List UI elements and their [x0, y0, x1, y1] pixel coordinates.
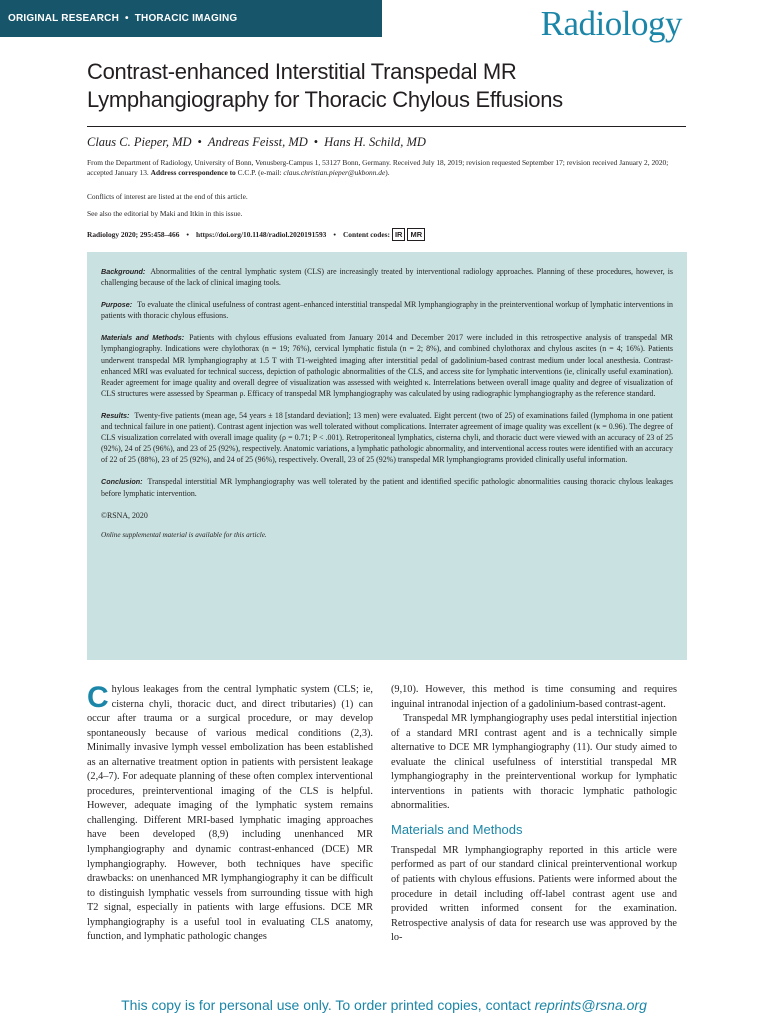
correspondence-label: Address correspondence to	[150, 168, 236, 177]
citation: Radiology 2020; 295:458–466	[87, 229, 180, 239]
body-paragraph: Chylous leakages from the central lymphatic system (CLS; ie, cisterna chyli, thoracic duct, and direct tributaries) (1) can occur after trauma or a surgical procedure, or may develop spontaneously because of various medical conditions (2,3). Minimally invasive lymph vessel embolization has been established as an alternative treatment option in patients with persistent leakage (2,4–7). For adequate planning of these often complex interventional procedures, preinterventional imaging of the CLS is helpful. However, adequate imaging of the lymphatic system remains challenging. Different MRI-based lymphatic imaging approaches have been developed (8,9) including unenhanced MR lymphangiography and dynamic contrast-enhanced (DCE) MR lymphangiography. However, both techniques have specific drawbacks: on unenhanced MR lymphangiography it can be difficult to distinguish lymphatic vessels from surrounding tissue with high T2 signal, especially in patients with large effusions. DCE MR lymphangiography is a useful tool in evaluating CLS anatomy, function, and lymphatic pathologic changes	[87, 681, 373, 943]
body-column-right	[391, 683, 677, 946]
author-list: Claus C. Pieper, MD • Andreas Feisst, MD • Hans H. Schild, MD	[87, 135, 426, 149]
online-note: Online supplemental material is available for this article.	[101, 530, 267, 539]
banner-separator: •	[125, 13, 129, 24]
author-name: Andreas Feisst, MD	[207, 135, 308, 149]
copyright: ©RSNA, 2020	[101, 510, 148, 520]
body-paragraph: Transpedal MR lymphangiography reported in this article were performed as part of our standard clinical preinterventional workup of patients with chylous effusions. Patients were informed about the procedure in detail including off-label contrast agent use and provided written informed consent for the examination. Retrospective analysis of data for research use was approved by the lo-	[391, 844, 677, 944]
content-codes-label: Content codes:	[342, 229, 390, 239]
content-code-badge: IR	[392, 228, 406, 241]
title-rule	[87, 126, 686, 127]
author-name: Hans H. Schild, MD	[324, 135, 426, 149]
article-title: Contrast-enhanced Interstitial Transpedal MR Lymphangiography for Thoracic Chylous Effusions	[87, 59, 563, 112]
abstract-methods: Materials and Methods: Patients with chylous effusions evaluated from January 2014 and December 2017 were included in this retrospective analysis of transpedal MR lymphangiography. Indications were chylothorax (n = 19; 76%), cervical lymphatic fistula (n = 2; 8%), and combined chylothorax and chylous ascites (n = 4; 16%). Patients underwent transpedal MR lymphangiography at 1.5 T with T1-weighted imaging after interstitial pedal of gadolinium-based contrast medium under local anesthesia. Contrast-enhanced MRI was evaluated for technical success, depiction of pathologic abnormalities of the CLS, and access site for lymphatic interventions (ie, clinically useful examination). Reader agreement for image quality and overall degree of visualization was assessed with weighted κ. Interrelations between overall image quality and degree of visualization of CLS structures were assessed by Spearman ρ. Efficacy of transpedal MR lymphangiography was calculated by using radiographic lymphangiography as the reference standard.	[101, 333, 674, 398]
abstract-box	[87, 252, 687, 660]
body-column-left	[87, 683, 373, 945]
editorial-note: See also the editorial by Maki and Itkin in this issue.	[87, 209, 243, 218]
correspondence-email[interactable]: claus.christian.pieper@ukbonn.de	[283, 168, 386, 177]
author-name: Claus C. Pieper, MD	[87, 135, 192, 149]
abstract-results: Results: Twenty-five patients (mean age, 54 years ± 18 [standard deviation]; 13 men) were evaluated. Eight percent (two of 25) of examinations failed (lymphoma in one patient and technical failure in one patient). Contrast agent injection was well tolerated without complications. Interrater agreement of image quality was excellent (κ = 0.96). The degree of CLS visualization correlated with overall image quality (ρ = 0.71; P < .001). Retroperitoneal lymphatics, cisterna chyli, and thoracic duct were viewed with an accuracy of 23 of 25 (92%), 24 of 25 (96%), and 23 of 25 (92%), respectively. Anatomic variations, a lymphatic pathologic abnormality, and interventional access routes were identified with an accuracy of 22 of 25 (88%), 23 of 25 (92%), and 24 of 25 (96%), respectively. Overall, 23 of 25 (92%) transpedal MR lymphangiograms provided clinically useful information.	[101, 410, 673, 465]
abstract-conclusion: Conclusion: Transpedal interstitial MR lymphangiography was well tolerated by the patient and identified specific pathologic abnormalities causing thoracic chylous leakages before lymphatic intervention.	[101, 477, 673, 498]
citation-line: Radiology 2020; 295:458–466 • https://doi.org/10.1148/radiol.2020191593 • Content codes: IR MR	[87, 228, 687, 241]
doi-link[interactable]: https://doi.org/10.1148/radiol.2020191593	[195, 229, 327, 239]
section-heading: Materials and Methods	[391, 821, 523, 837]
conflicts-note: Conflicts of interest are listed at the end of this article.	[87, 192, 248, 201]
abstract-purpose: Purpose: To evaluate the clinical usefulness of contrast agent–enhanced interstitial transpedal MR lymphangiography in the preinterventional workup of lymphatic interventions in patients with thoracic chylous effusions.	[101, 300, 673, 321]
section-banner	[0, 0, 382, 37]
abstract-background: Background: Abnormalities of the central lymphatic system (CLS) are increasingly treated by interventional radiology approaches. Planning of these procedures, however, is challenging because of the lack of clinical imaging tools.	[101, 267, 673, 288]
reprints-email[interactable]: reprints@rsna.org	[534, 997, 647, 1013]
content-code-badge: MR	[407, 228, 425, 241]
body-paragraph: (9,10). However, this method is time consuming and requires inguinal intranodal injection of a gadolinium-based contrast-agent.	[391, 684, 677, 710]
reprint-footer: This copy is for personal use only. To order printed copies, contact reprints@rsna.org	[121, 997, 647, 1013]
journal-logo: Radiology	[540, 4, 682, 43]
section-label: ORIGINAL RESEARCH	[8, 13, 120, 24]
affiliation: From the Department of Radiology, University of Bonn, Venusberg-Campus 1, 53127 Bonn, Germany. Received July 18, 2019; revision requested September 17; revision received January 2, 2020; accepted January 13. Address correspondence to C.C.P. (e-mail: claus.christian.pieper@ukbonn.de).	[87, 158, 669, 177]
body-paragraph: Transpedal MR lymphangiography uses pedal interstitial injection of a standard MRI contrast agent and is a technically simple alternative to DCE MR lymphangiography (11). Our study aimed to evaluate the clinical usefulness of interstitial transpedal MR lymphangiography in the preinterventional workup for lymphatic interventions in patients with thoracic lymphatic pathologic abnormalities.	[391, 713, 677, 812]
drop-cap: C	[87, 681, 109, 714]
subsection-label: THORACIC IMAGING	[134, 13, 238, 24]
